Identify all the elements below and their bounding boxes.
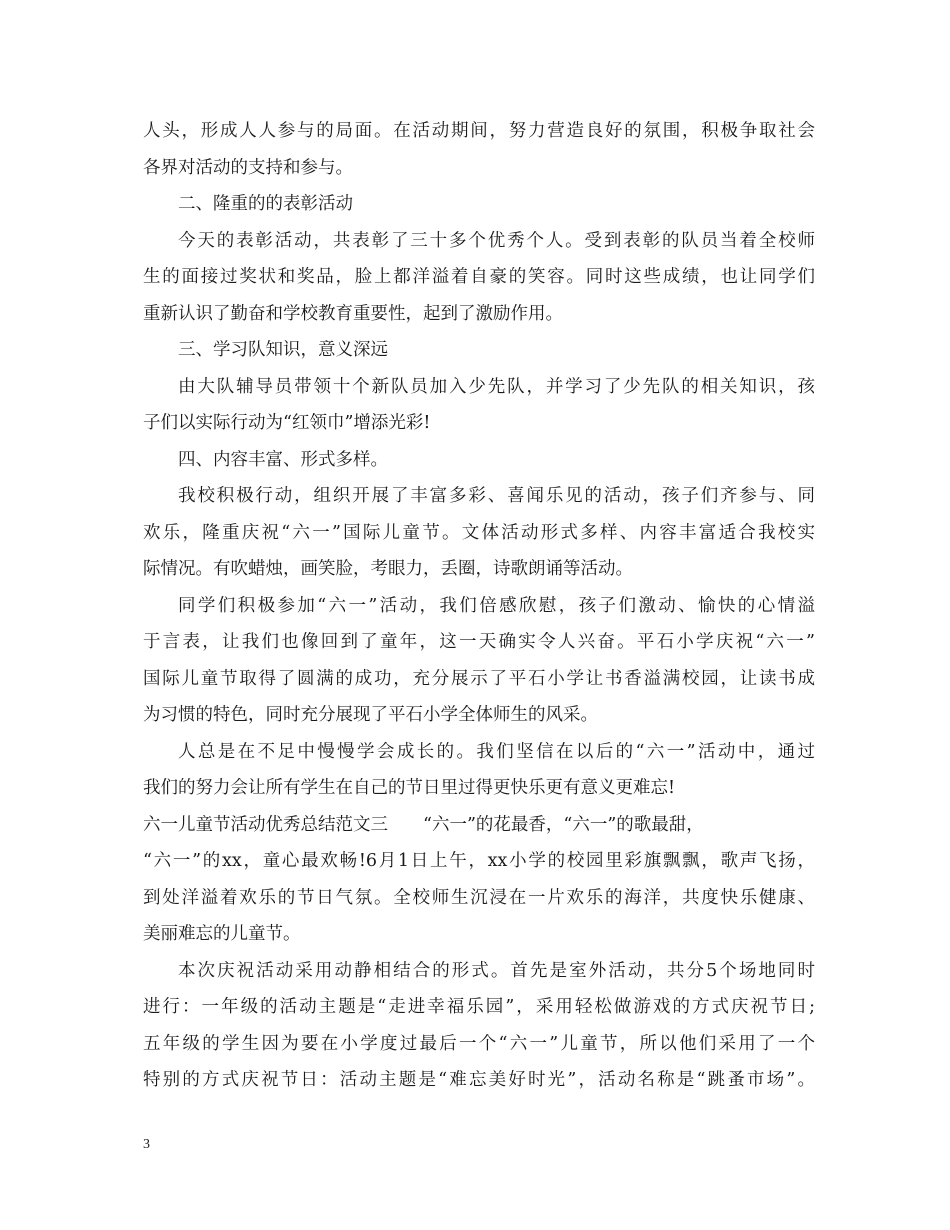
text-line: 人总是在不足中慢慢学会成长的。我们坚信在以后的“六一”活动中，通过 (178, 741, 815, 762)
text-line: 为习惯的特色，同时充分展现了平石小学全体师生的风采。 (143, 705, 598, 725)
text-line: 人头，形成人人参与的局面。在活动期间，努力营造良好的氛围，积极争取社会 (143, 121, 815, 141)
text-line: 今天的表彰活动，共表彰了三十多个优秀个人。受到表彰的队员当着全校师 (178, 230, 815, 251)
text-line: 由大队辅导员带领十个新队员加入少先队，并学习了少先队的相关知识，孩 (178, 376, 815, 397)
text-line: 际情况。有吹蜡烛，画笑脸，考眼力，丢圈，诗歌朗诵等活动。 (143, 559, 633, 579)
text-line: 国际儿童节取得了圆满的成功，充分展示了平石小学让书香溢满校园，让读书成 (143, 668, 815, 689)
text-line: 子们以实际行动为“红领巾”增添光彩! (143, 413, 431, 433)
text-line: 五年级的学生因为要在小学度过最后一个“六一”儿童节，所以他们采用了一个 (143, 1033, 815, 1054)
text-line: 美丽难忘的儿童节。 (143, 924, 301, 944)
document-body (143, 113, 815, 1099)
text-line: 欢乐，隆重庆祝“六一”国际儿童节。文体活动形式多样、内容丰富适合我校实 (143, 522, 815, 543)
text-line: 本次庆祝活动采用动静相结合的形式。首先是室外活动，共分5个场地同时 (178, 960, 815, 981)
text-line: 各界对活动的支持和参与。 (143, 157, 353, 178)
text-line: 进行：一年级的活动主题是“走进幸福乐园”，采用轻松做游戏的方式庆祝节日; (143, 997, 815, 1017)
text-line: 我们的努力会让所有学生在自己的节日里过得更快乐更有意义更难忘! (143, 778, 676, 798)
text-line: “六一”的xx，童心最欢畅!6月1日上午，xx小学的校园里彩旗飘飘，歌声飞扬， (143, 851, 815, 871)
text-line: 同学们积极参加“六一”活动，我们倍感欣慰，孩子们激动、愉快的心情溢 (178, 595, 815, 616)
text-line: 六一儿童节活动优秀总结范文三 “六一”的花最香，“六一”的歌最甜， (143, 814, 704, 835)
text-line: 到处洋溢着欢乐的节日气氛。全校师生沉浸在一片欢乐的海洋，共度快乐健康、 (143, 887, 815, 908)
page-number: 3 (143, 1137, 150, 1152)
text-line: 四、内容丰富、形式多样。 (178, 449, 388, 470)
text-line: 我校积极行动，组织开展了丰富多彩、喜闻乐见的活动，孩子们齐参与、同 (178, 486, 815, 506)
text-line: 二、隆重的的表彰活动 (178, 194, 353, 214)
text-line: 于言表，让我们也像回到了童年，这一天确实令人兴奋。平石小学庆祝“六一” (143, 632, 815, 652)
text-line: 特别的方式庆祝节日：活动主题是“难忘美好时光”，活动名称是“跳蚤市场”。 (143, 1070, 815, 1090)
text-line: 重新认识了勤奋和学校教育重要性，起到了激励作用。 (143, 303, 563, 324)
text-line: 生的面接过奖状和奖品，脸上都洋溢着自豪的笑容。同时这些成绩，也让同学们 (143, 267, 815, 287)
text-line: 三、学习队知识，意义深远 (178, 340, 388, 360)
